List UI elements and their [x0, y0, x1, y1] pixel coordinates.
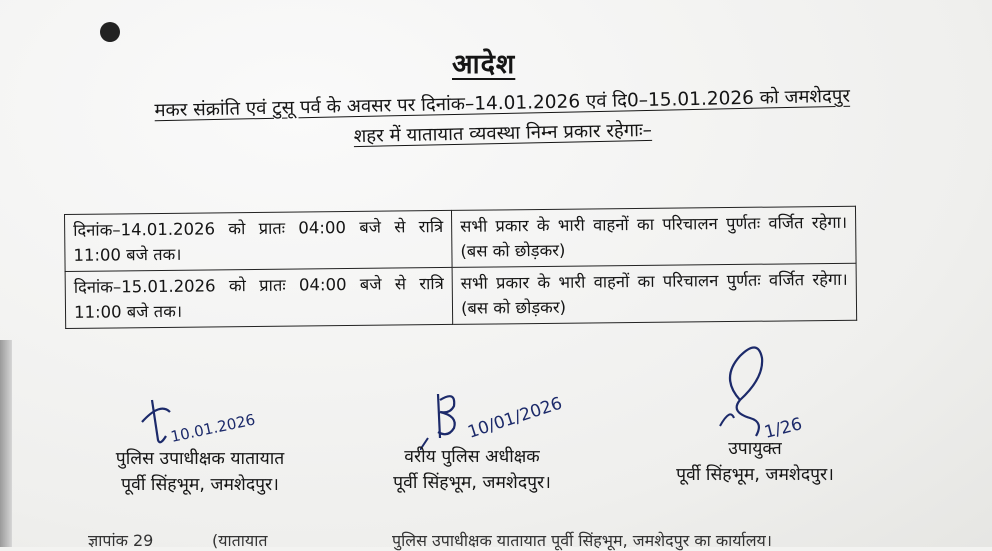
signatory-2-location: पूर्वी सिंहभूम, जमशेदपुर। [393, 473, 551, 493]
signatory-1-designation: पुलिस उपाधीक्षक यातायात [115, 449, 285, 469]
signatory-3-designation: उपायुक्त [728, 439, 782, 459]
office-line: पुलिस उपाधीक्षक यातायात पूर्वी सिंहभूम, जमशेदपुर का कार्यालय। [392, 531, 772, 550]
svg-text:10.01.2026: 10.01.2026 [169, 410, 257, 446]
table-row [65, 206, 857, 271]
rule-cell: सभी प्रकार के भारी वाहनों का परिचालन पुर्णतः वर्जित रहेगा। (बस को छोड़कर) [451, 206, 856, 267]
traffic-rules-table [64, 206, 857, 329]
rule-cell: सभी प्रकार के भारी वाहनों का परिचालन पुर्णतः वर्जित रहेगा। (बस को छोड़कर) [452, 263, 857, 324]
intro-line-1: मकर संक्रांति एवं टुसू पर्व के अवसर पर दिनांक–14.01.2026 एवं दि0–15.01.2026 को जमशेदपुर [154, 85, 851, 122]
adjacent-page-edge [0, 340, 12, 547]
signature-block-1 [80, 446, 320, 498]
signature-1-handwriting [130, 392, 290, 452]
intro-line-2: शहर में यातायात व्यवस्था निम्न प्रकार रहेगाः– [353, 119, 653, 148]
punch-hole [100, 22, 120, 42]
signature-2-handwriting [420, 380, 600, 450]
svg-text:1/26: 1/26 [762, 414, 805, 443]
signatory-3-location: पूर्वी सिंहभूम, जमशेदपुर। [676, 465, 834, 485]
time-cell: दिनांक–15.01.2026 को प्रातः 04:00 बजे से रात्रि 11:00 बजे तक। [65, 267, 453, 328]
svg-text:10/01/2026: 10/01/2026 [465, 393, 565, 443]
signature-block-2 [352, 444, 592, 496]
signature-block-3 [640, 436, 870, 488]
signatory-1-location: पूर्वी सिंहभूम, जमशेदपुर। [121, 475, 279, 495]
memo-paren: (यातायात [212, 531, 268, 550]
memo-number: ज्ञापांक 29 [88, 531, 154, 550]
table-row [65, 263, 857, 328]
order-title: आदेश [452, 49, 516, 80]
time-cell: दिनांक–14.01.2026 को प्रातः 04:00 बजे से रात्रि 11:00 बजे तक। [65, 210, 453, 271]
signatory-2-designation: वरीय पुलिस अधीक्षक [404, 447, 540, 467]
